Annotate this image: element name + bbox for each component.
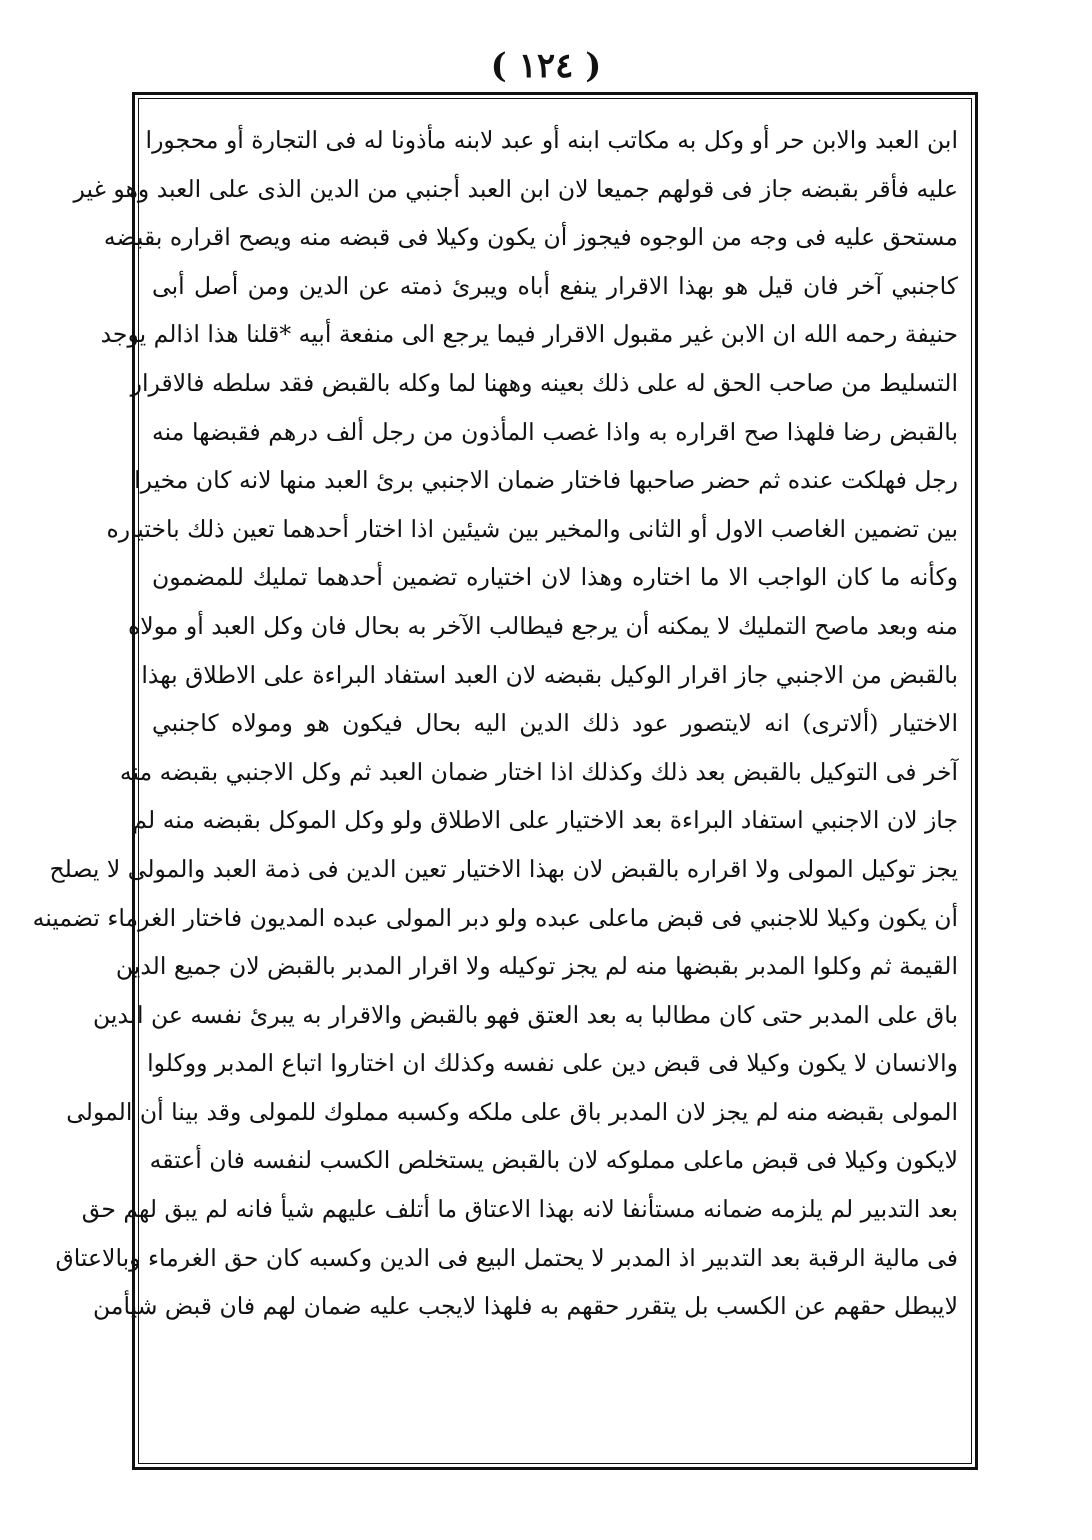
text-line: يجز توكيل المولى ولا اقراره بالقبض لان بهذا الاختيار تعين الدين فى ذمة العبد والمولى لا يصلح — [49, 854, 958, 883]
text-line: التسليط من صاحب الحق له على ذلك بعينه وههنا لما وكله بالقبض فقد سلطه فالاقرار — [130, 368, 958, 397]
text-line: والانسان لا يكون وكيلا فى قبض دين على نفسه وكذلك ان اختاروا اتباع المدبر ووكلوا — [147, 1049, 958, 1078]
text-line: بين تضمين الغاصب الاول أو الثانى والمخير بين شيئين اذا اختار أحدهما تعين ذلك باختياره — [106, 514, 958, 543]
text-line: بالقبض رضا فلهذا صح اقراره به واذا غصب المأذون من رجل ألف درهم فقبضها منه — [152, 417, 958, 446]
text-line: كاجنبي آخر فان قيل هو بهذا الاقرار ينفع أباه ويبرئ ذمته عن الدين ومن أصل أبى — [152, 271, 958, 300]
page-number: ( ١٢٤ ) — [490, 46, 602, 86]
text-line: آخر فى التوكيل بالقبض بعد ذلك وكذلك اذا اختار ضمان العبد ثم وكل الاجنبي بقبضه منه — [119, 757, 958, 786]
text-line: باق على المدبر حتى كان مطالبا به بعد العتق فهو بالقبض والاقرار به يبرئ نفسه عن الدين — [93, 1000, 958, 1029]
text-line: فى مالية الرقبة بعد التدبير اذ المدبر لا يحتمل البيع فى الدين وكسبه كان حق الغرماء وبالاعتاق — [55, 1243, 958, 1272]
text-line: وكأنه ما كان الواجب الا ما اختاره وهذا لان اختياره تضمين أحدهما تمليك للمضمون — [152, 563, 958, 592]
main-text-block — [32, 116, 958, 1456]
text-line: بالقبض من الاجنبي جاز اقرار الوكيل بقبضه لان العبد استفاد البراءة على الاطلاق بهذا — [141, 660, 958, 689]
text-line: منه وبعد ماصح التمليك لا يمكنه أن يرجع فيطالب الآخر به بحال فان وكل العبد أو مولاه — [127, 611, 958, 640]
text-line: المولى بقبضه منه لم يجز لان المدبر باق على ملكه وكسبه مملوك للمولى وقد بينا أن المولى — [66, 1097, 958, 1126]
text-line: الاختيار (ألاترى) انه لايتصور عود ذلك الدين اليه بحال فيكون هو ومولاه كاجنبي — [152, 709, 958, 738]
text-line: القيمة ثم وكلوا المدبر بقبضها منه لم يجز توكيله ولا اقرار المدبر بالقبض لان جميع الدين — [115, 952, 958, 981]
text-line: أن يكون وكيلا للاجنبي فى قبض ماعلى عبده ولو دبر المولى عبده المديون فاختار الغرماء تضمينه — [32, 903, 958, 932]
text-line: بعد التدبير لم يلزمه ضمانه مستأنفا لانه بهذا الاعتاق ما أتلف عليهم شيأ فانه لم يبق لهم حق — [81, 1195, 958, 1224]
text-line: حنيفة رحمه الله ان الابن غير مقبول الاقرار فيما يرجع الى منفعة أبيه *قلنا هذا اذالم يوجد — [100, 320, 958, 349]
text-line: مستحق عليه فى وجه من الوجوه فيجوز أن يكون وكيلا فى قبضه منه ويصح اقراره بقبضه — [103, 223, 958, 252]
text-line: عليه فأقر بقبضه جاز فى قولهم جميعا لان ابن العبد أجنبي من الدين الذى على العبد وهو غير — [73, 174, 958, 203]
text-line: لايبطل حقهم عن الكسب بل يتقرر حقهم به فلهذا لايجب عليه ضمان لهم فان قبض شيأمن — [92, 1292, 958, 1321]
text-line: رجل فهلكت عنده ثم حضر صاحبها فاختار ضمان الاجنبي برئ العبد منها لانه كان مخيرا — [134, 466, 958, 495]
text-line: لايكون وكيلا فى قبض ماعلى مملوكه لان بالقبض يستخلص الكسب لنفسه فان أعتقه — [149, 1146, 958, 1175]
text-line: جاز لان الاجنبي استفاد البراءة بعد الاختيار على الاطلاق ولو وكل الموكل بقبضه منه لم — [132, 806, 958, 835]
text-line: ابن العبد والابن حر أو وكل به مكاتب ابنه أو عبد لابنه مأذونا له فى التجارة أو محجورا — [145, 126, 958, 154]
